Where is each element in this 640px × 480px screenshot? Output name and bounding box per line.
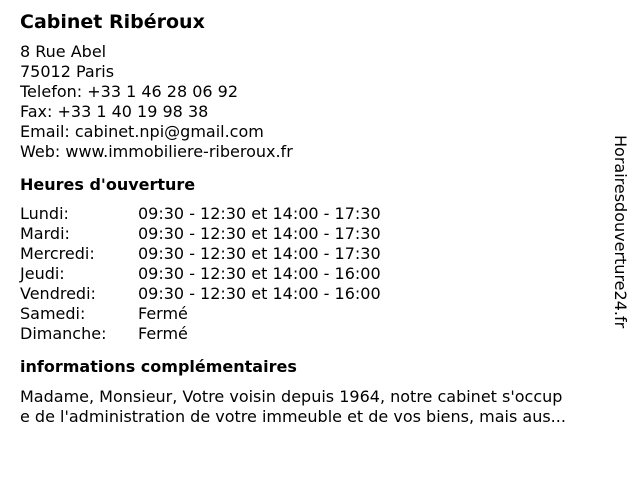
hours-row-friday [20,284,610,304]
address-line-2: 75012 Paris [20,62,115,81]
hours-title: Heures d'ouverture [20,175,196,194]
web-line: Web: www.immobiliere-riberoux.fr [20,142,293,161]
phone-line: Telefon: +33 1 46 28 06 92 [20,82,239,101]
hours-row-monday [20,204,610,224]
hours-day: Jeudi: [20,264,65,283]
business-card [20,10,610,427]
info-description-line-1: Madame, Monsieur, Votre voisin depuis 1964, notre cabinet s'occup [20,387,563,406]
hours-day: Mardi: [20,224,70,243]
hours-day: Lundi: [20,204,69,223]
hours-table [20,204,610,344]
hours-time: Fermé [138,304,188,323]
email-line: Email: cabinet.npi@gmail.com [20,122,264,141]
hours-row-thursday [20,264,610,284]
hours-time: 09:30 - 12:30 et 14:00 - 16:00 [138,264,381,283]
info-title: informations complémentaires [20,357,297,376]
hours-day: Samedi: [20,304,86,323]
hours-day: Dimanche: [20,324,107,343]
hours-time: 09:30 - 12:30 et 14:00 - 17:30 [138,204,381,223]
info-description-line-2: e de l'administration de votre immeuble et de vos biens, mais aus... [20,407,566,426]
hours-row-saturday [20,304,610,324]
side-brand-text: Horairesdouverture24.fr [611,135,630,329]
hours-time: 09:30 - 12:30 et 14:00 - 17:30 [138,224,381,243]
hours-time: 09:30 - 12:30 et 14:00 - 16:00 [138,284,381,303]
business-name: Cabinet Ribéroux [20,11,205,33]
hours-time: 09:30 - 12:30 et 14:00 - 17:30 [138,244,381,263]
fax-line: Fax: +33 1 40 19 98 38 [20,102,209,121]
hours-time: Fermé [138,324,188,343]
hours-row-wednesday [20,244,610,264]
hours-day: Vendredi: [20,284,96,303]
hours-day: Mercredi: [20,244,95,263]
hours-row-tuesday [20,224,610,244]
info-description [20,387,610,427]
hours-row-sunday [20,324,610,344]
side-brand [595,135,640,345]
address-line-1: 8 Rue Abel [20,42,107,61]
